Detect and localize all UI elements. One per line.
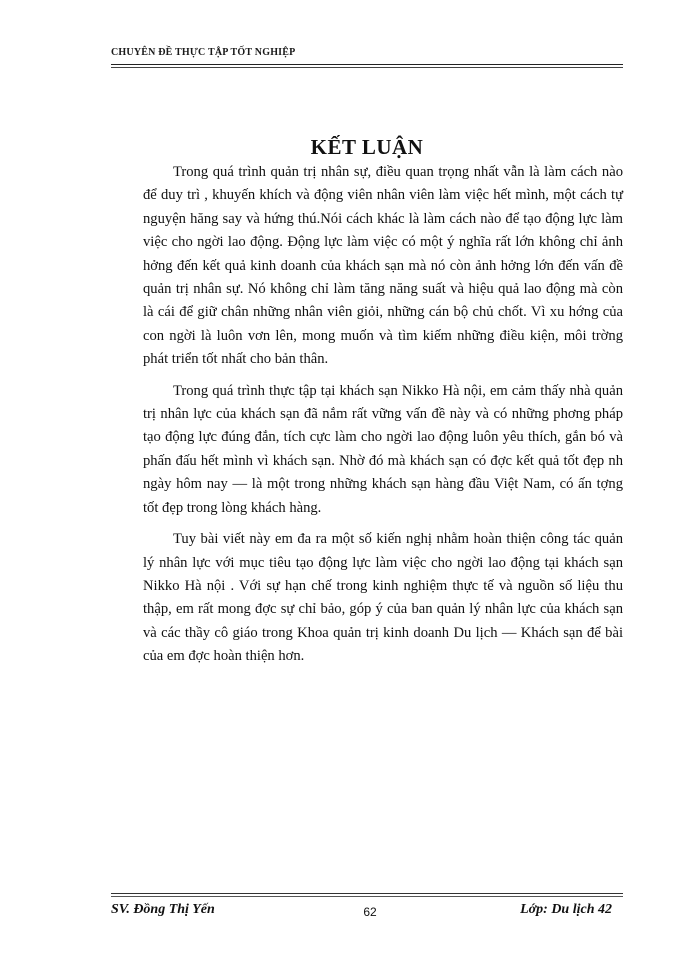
paragraph-1: Trong quá trình quản trị nhân sự, điều quan trọng nhất vẫn là làm cách nào để duy trì , khuyến khích và động viên nhân viên làm việc hết mình, một cách tự nguyện hăng say và hứng thú.Nói cách khác là làm cách nào để tạo động lực làm việc cho ngời lao động. Động lực làm việc có một ý nghĩa rất lớn không chỉ ảnh hởng đến kết quả kinh doanh của khách sạn mà nó còn ảnh hởng lớn đến vấn đề quản trị nhân sự. Nó không chỉ làm tăng năng suất và hiệu quả lao động mà còn là cái để giữ chân những nhân viên giỏi, những cán bộ chủ chốt. Vì xu hớng của con ngời là luôn vơn lên, mong muốn và tìm kiếm những điều kiện, môi trờng phát triển tốt nhất cho bản thân.	[143, 164, 623, 368]
running-header: CHUYÊN ĐỀ THỰC TẬP TỐT NGHIỆP	[111, 47, 296, 58]
paragraph-2: Trong quá trình thực tập tại khách sạn Nikko Hà nội, em cảm thấy nhà quản trị nhân lực của khách sạn đã nắm rất vững vấn đề này và có những phơng pháp tạo động lực đúng đắn, tích cực làm cho ngời lao động luôn yêu thích, gắn bó và phấn đấu hết mình vì khách sạn. Nhờ đó mà khách sạn có đợc kết quả tốt đẹp nh ngày hôm nay — là một trong những khách sạn hàng đầu Việt Nam, có ấn tợng tốt đẹp trong lòng khách hàng.	[143, 382, 623, 516]
paragraph-3: Tuy bài viết này em đa ra một số kiến nghị nhằm hoàn thiện công tác quản lý nhân lực với mục tiêu tạo động lực làm việc cho ngời lao động tại khách sạn Nikko Hà nội . Với sự hạn chế trong kinh nghiệm thực tế và nguồn số liệu thu thập, em rất mong đợc sự chỉ bảo, góp ý của ban quản lý nhân lực của khách sạn và các thầy cô giáo trong Khoa quản trị kinh doanh Du lịch — Khách sạn để bài của em đợc hoàn thiện hơn.	[143, 531, 623, 665]
footer-class: Lớp: Du lịch 42	[520, 902, 612, 917]
footer-author: SV. Đồng Thị Yến	[111, 902, 215, 917]
footer-rule	[111, 893, 623, 894]
page-number: 62	[363, 905, 377, 919]
body-text	[143, 161, 623, 677]
header-rule-secondary	[111, 67, 623, 68]
header-rule	[111, 64, 623, 65]
page-title: KẾT LUẬN	[310, 135, 424, 159]
footer-rule-secondary	[111, 896, 623, 897]
